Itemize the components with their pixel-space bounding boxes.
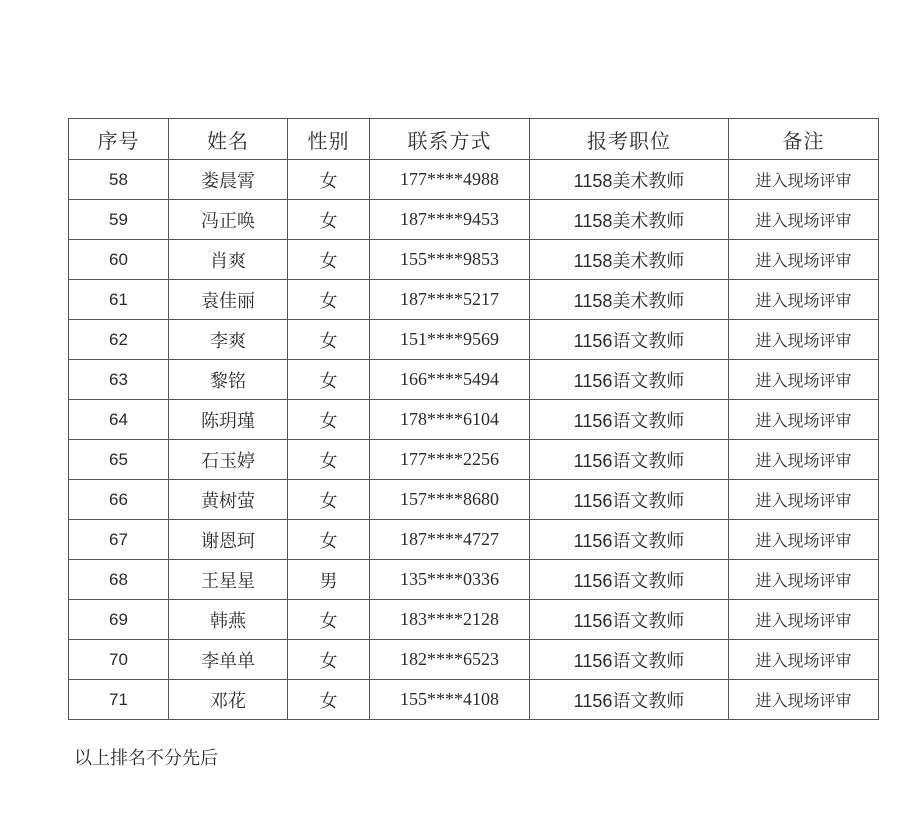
contact-cell: 166****5494: [370, 360, 530, 400]
name-cell: 王星星: [169, 560, 288, 600]
contact-cell: 187****9453: [370, 200, 530, 240]
contact-cell: 177****2256: [370, 440, 530, 480]
position-cell: 1156语文教师: [530, 560, 729, 600]
gender-cell: 女: [288, 360, 370, 400]
name-cell: 陈玥瑾: [169, 400, 288, 440]
candidate-table-container: [68, 118, 878, 720]
note-cell: 进入现场评审: [729, 360, 879, 400]
footnote: 以上排名不分先后: [74, 748, 218, 769]
note-cell: 进入现场评审: [729, 600, 879, 640]
position-cell: 1158美术教师: [530, 160, 729, 200]
contact-cell: 183****2128: [370, 600, 530, 640]
note-cell: 进入现场评审: [729, 200, 879, 240]
name-cell: 黎铭: [169, 360, 288, 400]
table-body: [69, 160, 879, 720]
gender-cell: 女: [288, 680, 370, 720]
table-row: [69, 280, 879, 320]
header-contact: 联系方式: [370, 119, 530, 160]
name-cell: 韩燕: [169, 600, 288, 640]
candidate-table: [68, 118, 879, 720]
gender-cell: 女: [288, 280, 370, 320]
position-cell: 1156语文教师: [530, 640, 729, 680]
seq-cell: 69: [69, 600, 169, 640]
note-cell: 进入现场评审: [729, 520, 879, 560]
note-cell: 进入现场评审: [729, 320, 879, 360]
gender-cell: 女: [288, 240, 370, 280]
gender-cell: 女: [288, 320, 370, 360]
name-cell: 娄晨霄: [169, 160, 288, 200]
gender-cell: 女: [288, 400, 370, 440]
seq-cell: 63: [69, 360, 169, 400]
contact-cell: 177****4988: [370, 160, 530, 200]
seq-cell: 70: [69, 640, 169, 680]
note-cell: 进入现场评审: [729, 640, 879, 680]
position-cell: 1156语文教师: [530, 680, 729, 720]
position-cell: 1158美术教师: [530, 280, 729, 320]
note-cell: 进入现场评审: [729, 480, 879, 520]
seq-cell: 66: [69, 480, 169, 520]
position-cell: 1158美术教师: [530, 240, 729, 280]
table-row: [69, 680, 879, 720]
gender-cell: 女: [288, 520, 370, 560]
note-cell: 进入现场评审: [729, 280, 879, 320]
note-cell: 进入现场评审: [729, 400, 879, 440]
name-cell: 邓花: [169, 680, 288, 720]
header-gender: 性别: [288, 119, 370, 160]
position-cell: 1156语文教师: [530, 360, 729, 400]
table-row: [69, 400, 879, 440]
note-cell: 进入现场评审: [729, 240, 879, 280]
table-row: [69, 600, 879, 640]
table-row: [69, 440, 879, 480]
note-cell: 进入现场评审: [729, 560, 879, 600]
contact-cell: 187****5217: [370, 280, 530, 320]
header-position: 报考职位: [530, 119, 729, 160]
seq-cell: 59: [69, 200, 169, 240]
gender-cell: 女: [288, 440, 370, 480]
position-cell: 1156语文教师: [530, 600, 729, 640]
gender-cell: 男: [288, 560, 370, 600]
contact-cell: 155****9853: [370, 240, 530, 280]
seq-cell: 65: [69, 440, 169, 480]
note-cell: 进入现场评审: [729, 680, 879, 720]
gender-cell: 女: [288, 160, 370, 200]
contact-cell: 155****4108: [370, 680, 530, 720]
position-cell: 1156语文教师: [530, 400, 729, 440]
gender-cell: 女: [288, 600, 370, 640]
name-cell: 谢恩珂: [169, 520, 288, 560]
position-cell: 1156语文教师: [530, 320, 729, 360]
seq-cell: 68: [69, 560, 169, 600]
position-cell: 1156语文教师: [530, 440, 729, 480]
seq-cell: 64: [69, 400, 169, 440]
note-cell: 进入现场评审: [729, 440, 879, 480]
header-seq: 序号: [69, 119, 169, 160]
table-row: [69, 520, 879, 560]
seq-cell: 71: [69, 680, 169, 720]
gender-cell: 女: [288, 200, 370, 240]
contact-cell: 151****9569: [370, 320, 530, 360]
table-header-row: [69, 119, 879, 160]
name-cell: 李单单: [169, 640, 288, 680]
seq-cell: 58: [69, 160, 169, 200]
table-row: [69, 160, 879, 200]
contact-cell: 187****4727: [370, 520, 530, 560]
table-row: [69, 200, 879, 240]
name-cell: 石玉婷: [169, 440, 288, 480]
note-cell: 进入现场评审: [729, 160, 879, 200]
gender-cell: 女: [288, 480, 370, 520]
contact-cell: 157****8680: [370, 480, 530, 520]
contact-cell: 182****6523: [370, 640, 530, 680]
name-cell: 袁佳丽: [169, 280, 288, 320]
position-cell: 1156语文教师: [530, 480, 729, 520]
name-cell: 冯正唤: [169, 200, 288, 240]
position-cell: 1156语文教师: [530, 520, 729, 560]
name-cell: 李爽: [169, 320, 288, 360]
table-row: [69, 560, 879, 600]
seq-cell: 61: [69, 280, 169, 320]
table-row: [69, 640, 879, 680]
seq-cell: 67: [69, 520, 169, 560]
contact-cell: 178****6104: [370, 400, 530, 440]
table-row: [69, 480, 879, 520]
name-cell: 肖爽: [169, 240, 288, 280]
seq-cell: 62: [69, 320, 169, 360]
contact-cell: 135****0336: [370, 560, 530, 600]
position-cell: 1158美术教师: [530, 200, 729, 240]
table-row: [69, 320, 879, 360]
header-note: 备注: [729, 119, 879, 160]
name-cell: 黄树萤: [169, 480, 288, 520]
gender-cell: 女: [288, 640, 370, 680]
header-name: 姓名: [169, 119, 288, 160]
table-row: [69, 240, 879, 280]
table-row: [69, 360, 879, 400]
seq-cell: 60: [69, 240, 169, 280]
